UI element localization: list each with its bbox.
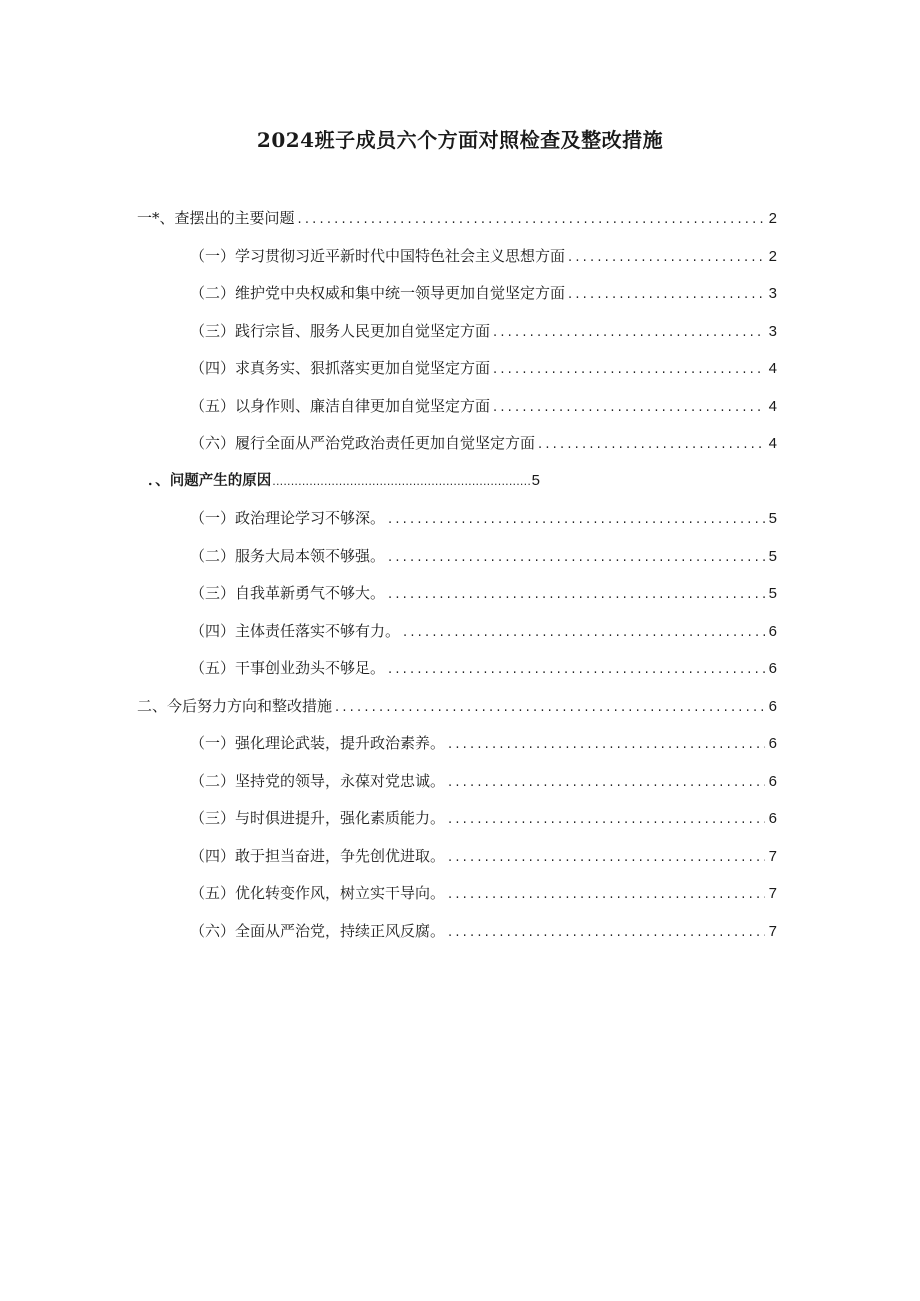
toc-entry-text: （四）主体责任落实不够有力。 <box>190 621 401 640</box>
toc-entry-section-1[interactable] <box>137 206 777 230</box>
toc-leader-dots <box>403 621 765 645</box>
toc-leader-dots <box>448 808 765 832</box>
toc-entry-text: 一*、查摆出的主要问题 <box>137 209 295 227</box>
toc-entry[interactable] <box>190 281 777 305</box>
toc-entry-text: （三）自我革新勇气不够大。 <box>190 584 386 602</box>
toc-entry[interactable] <box>190 506 777 530</box>
toc-page-number: 7 <box>768 922 777 940</box>
toc-entry[interactable] <box>190 356 777 380</box>
toc-entry-text: （四）敢于担当奋进，争先创优进取。 <box>190 846 446 865</box>
toc-entry-text: （四）求真务实、狠抓落实更加自觉坚定方面 <box>190 359 491 377</box>
toc-entry-text: （五）以身作则、廉洁自律更加自觉坚定方面 <box>190 396 491 415</box>
toc-leader-dots <box>493 358 765 382</box>
toc-page-number: 4 <box>768 360 777 377</box>
toc-leader-dots <box>493 321 765 345</box>
toc-leader-dots <box>298 208 765 232</box>
toc-entry-text: （五）优化转变作风，树立实干导向。 <box>190 884 446 902</box>
toc-entry-section-2[interactable] <box>148 469 540 493</box>
toc-entry[interactable] <box>190 619 777 643</box>
toc-page-number: 6 <box>768 810 777 827</box>
toc-entry-text: （六）全面从严治党，持续正风反腐。 <box>190 921 446 940</box>
toc-leader-dots <box>448 921 765 945</box>
toc-leader-dots <box>388 508 765 532</box>
toc-leader-dots <box>388 658 765 682</box>
toc-entry-text: （六）履行全面从严治党政治责任更加自觉坚定方面 <box>190 434 536 452</box>
toc-page-number: 6 <box>768 735 777 752</box>
toc-entry[interactable] <box>190 581 777 605</box>
toc-page-number: 7 <box>768 885 777 902</box>
toc-entry[interactable] <box>190 881 777 905</box>
toc-entry-text: （二）坚持党的领导，永葆对党忠诚。 <box>190 771 446 790</box>
toc-entry[interactable] <box>190 544 777 568</box>
toc-page-number: 2 <box>768 247 777 265</box>
toc-page-number: 5 <box>768 547 777 565</box>
toc-entry-text: （二）维护党中央权威和集中统一领导更加自觉坚定方面 <box>190 284 566 302</box>
toc-page-number: 3 <box>768 322 777 340</box>
toc-entry-text: 二、今后努力方向和整改措施 <box>137 696 333 715</box>
toc-leader-dots <box>448 771 765 795</box>
toc-entry[interactable] <box>190 844 777 868</box>
toc-entry-text: （二）服务大局本领不够强。 <box>190 546 386 565</box>
toc-leader-dots <box>335 696 765 720</box>
toc-entry-text: （一）强化理论武装，提升政治素养。 <box>190 734 446 752</box>
toc-entry[interactable] <box>190 319 777 343</box>
toc-page-number: 5 <box>768 585 777 602</box>
toc-leader-dots <box>388 583 765 607</box>
toc-entry-text: （一）政治理论学习不够深。 <box>190 509 386 527</box>
toc-page-number: 6 <box>768 697 777 715</box>
toc-leader-dots <box>538 433 765 457</box>
toc-leader-dots <box>568 283 765 307</box>
toc-entry[interactable] <box>190 244 777 268</box>
toc-entry[interactable] <box>190 769 777 793</box>
toc-leader-dots <box>568 246 765 270</box>
toc-leader-dots <box>448 733 765 757</box>
toc-leader-dots <box>493 396 765 420</box>
toc-page-number: 6 <box>768 622 777 640</box>
toc-page-number: 4 <box>768 397 777 415</box>
toc-entry[interactable] <box>190 919 777 943</box>
toc-entry[interactable] <box>190 806 777 830</box>
toc-leader-dots <box>448 883 765 907</box>
toc-page-number: 2 <box>768 210 777 227</box>
toc-entry[interactable] <box>190 431 777 455</box>
toc-page-number: 6 <box>768 660 777 677</box>
toc-page-number: 6 <box>768 772 777 790</box>
toc-page-number: 4 <box>768 435 777 452</box>
toc-entry-text: （三）与时俱进提升，强化素质能力。 <box>190 809 446 827</box>
toc-entry-text: （三）践行宗旨、服务人民更加自觉坚定方面 <box>190 321 491 340</box>
toc-page-number: 5 <box>768 510 777 527</box>
toc-page-number: 5 <box>531 471 540 489</box>
toc-entry-section-3[interactable] <box>137 694 777 718</box>
toc-page-number: 7 <box>768 847 777 865</box>
toc-leader-dots <box>388 546 765 570</box>
toc-entry-text: （五）干事创业劲头不够足。 <box>190 659 386 677</box>
toc-page-number: 3 <box>768 285 777 302</box>
toc-leader-dots <box>448 846 765 870</box>
toc-entry-text: ．、问题产生的原因 <box>148 472 272 489</box>
document-title: 2024班子成员六个方面对照检查及整改措施 <box>256 128 664 152</box>
toc-entry[interactable] <box>190 394 777 418</box>
toc-entry-text: （一）学习贯彻习近平新时代中国特色社会主义思想方面 <box>190 246 566 265</box>
toc-leader-dots <box>272 470 531 494</box>
toc-entry[interactable] <box>190 656 777 680</box>
toc-entry[interactable] <box>190 731 777 755</box>
